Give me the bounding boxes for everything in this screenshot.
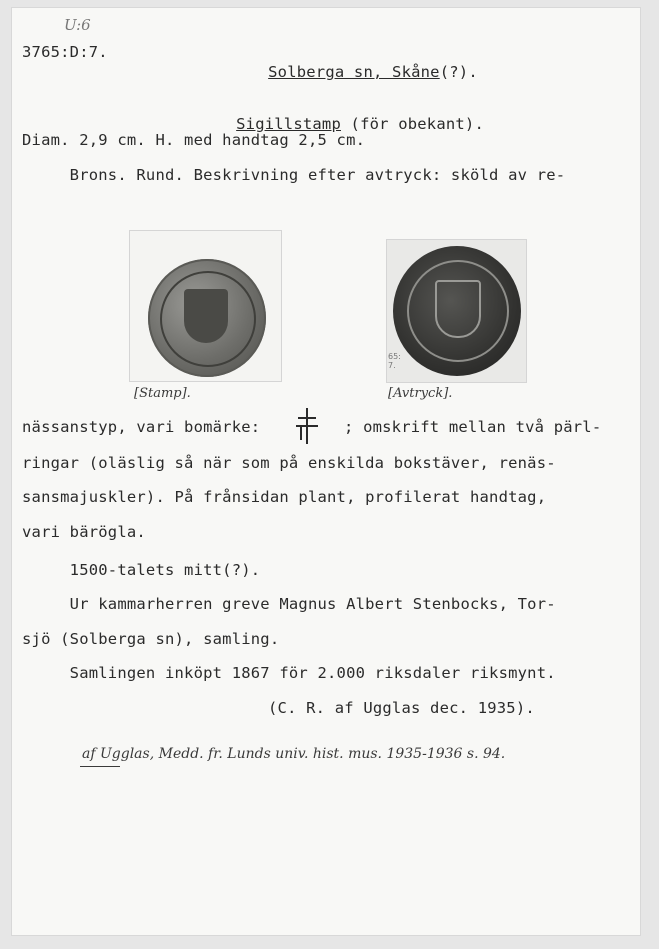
place-suffix: (?). — [439, 63, 478, 81]
description-line-5: vari bärögla. — [22, 523, 146, 541]
description-line-3: ringar (oläslig så när som på enskilda bokstäver, renäs- — [22, 454, 556, 472]
dimensions-line: Diam. 2,9 cm. H. med handtag 2,5 cm. — [22, 131, 366, 149]
caption-impression: [Avtryck]. — [388, 386, 453, 401]
stamp-photo — [129, 230, 282, 382]
place-heading — [230, 42, 478, 102]
handwritten-underline — [80, 766, 120, 767]
description-line-4: sansmajuskler). På frånsidan plant, profilerat handtag, — [22, 488, 547, 506]
dating-line: 1500-talets mitt(?). — [22, 561, 261, 579]
photo-pencil-note: 65: 7. — [388, 352, 401, 370]
object-title: Sigillstamp — [236, 115, 341, 133]
impression-shield — [435, 280, 481, 338]
impression-disc — [393, 246, 521, 376]
stamp-disc — [148, 259, 266, 377]
house-mark-icon — [292, 406, 322, 448]
provenance-line-2: sjö (Solberga sn), samling. — [22, 630, 280, 648]
handwritten-reference: af Ugglas, Medd. fr. Lunds univ. hist. mus. 1935-1936 s. 94. — [82, 746, 506, 762]
description-line-2a: nässanstyp, vari bomärke: — [22, 418, 261, 436]
provenance-line-1: Ur kammarherren greve Magnus Albert Stenbocks, Tor- — [22, 595, 556, 613]
object-suffix: (för obekant). — [341, 115, 484, 133]
acquisition-line: Samlingen inköpt 1867 för 2.000 riksdaler riksmynt. — [22, 664, 556, 682]
stamp-shield — [184, 289, 228, 343]
author-line: (C. R. af Ugglas dec. 1935). — [268, 699, 535, 717]
pencil-annotation: U:6 — [64, 16, 91, 34]
caption-stamp: [Stamp]. — [134, 386, 191, 401]
catalog-number: 3765:D:7. — [22, 43, 108, 61]
place-name: Solberga sn, Skåne — [268, 63, 440, 81]
description-line-1: Brons. Rund. Beskrivning efter avtryck: sköld av re- — [22, 166, 566, 184]
impression-photo — [386, 239, 527, 383]
catalog-card — [12, 8, 640, 935]
description-line-2b: ; omskrift mellan två pärl- — [344, 418, 602, 436]
